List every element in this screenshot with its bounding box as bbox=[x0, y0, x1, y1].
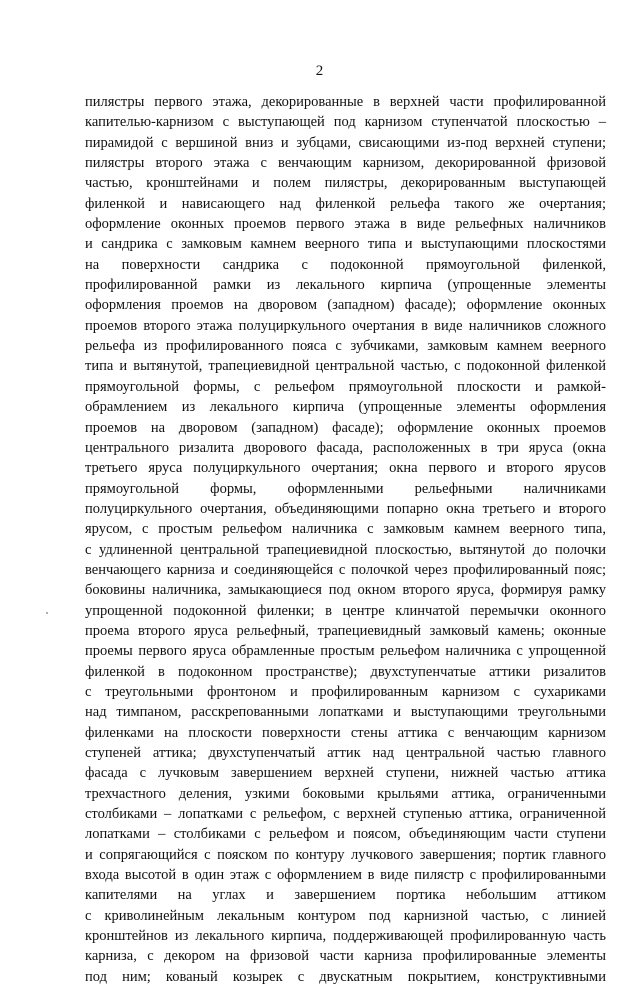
text-line: центрального ризалита дворового фасада, расположенных в три яруса (окна bbox=[85, 439, 606, 456]
text-line: обрамлением из лекального кирпича (упрощенные элементы оформления bbox=[85, 399, 606, 416]
text-line: на поверхности сандрика с подоконной прямоугольной филенкой, bbox=[85, 256, 606, 273]
text-line: боковины наличника, замыкающиеся под окном второго яруса, формируя рамку bbox=[85, 582, 606, 599]
text-line: проемов на дворовом (западном) фасаде); оформление оконных проемов bbox=[85, 419, 606, 436]
text-line: рельефа из профилированного пояса с зубчиками, замковым камнем веерного bbox=[85, 338, 606, 355]
text-line: пилястры первого этажа, декорированные в верхней части профилированной bbox=[85, 94, 606, 110]
text-line: лопатками – столбиками с рельефом и поясом, объединяющим части ступени bbox=[85, 826, 606, 843]
text-line: прямоугольной формы, оформленными рельефными наличниками bbox=[85, 480, 606, 497]
text-line: оформления проемов на дворовом (западном) фасаде); оформление оконных bbox=[85, 297, 606, 314]
text-line: пирамидой с вершиной вниз и зубцами, свисающими из-под верхней ступени; bbox=[85, 134, 606, 151]
text-line: и сопрягающийся с пояском по контуру лучкового завершения; портик главного bbox=[85, 846, 606, 863]
text-line: полуциркульного очертания, объединяющими попарно окна третьего и второго bbox=[85, 500, 606, 517]
text-line: профилированной рамки из лекального кирпича (упрощенные элементы bbox=[85, 277, 606, 294]
text-line: проемы первого яруса обрамленные простым рельефом наличника с упрощенной bbox=[85, 643, 606, 660]
text-line: над тимпаном, расскрепованными лопатками и выступающими треугольными bbox=[85, 704, 606, 721]
text-line: пилястры второго этажа с венчающим карнизом, декорированной фризовой bbox=[85, 155, 606, 172]
body-text bbox=[85, 92, 606, 987]
text-line: с треугольными фронтоном и профилированным карнизом с сухариками bbox=[85, 683, 606, 700]
text-line: трехчастного деления, узкими боковыми крыльями аттика, ограниченными bbox=[85, 785, 606, 802]
text-line: филенками на плоскости поверхности стены аттика с венчающим карнизом bbox=[85, 724, 606, 741]
text-line: карниза, с декором на фризовой части карниза профилированные элементы bbox=[85, 948, 606, 965]
page-number: 2 bbox=[315, 63, 324, 79]
text-line: под ним; кованый козырек с двускатным покрытием, конструктивными bbox=[85, 968, 606, 985]
text-line: прямоугольной формы, с рельефом прямоугольной плоскости и рамкой- bbox=[85, 378, 606, 395]
text-line: фасада с лучковым завершением верхней ступени, нижней частью аттика bbox=[85, 765, 606, 782]
text-line: капителью-карнизом с выступающей под карнизом ступенчатой плоскостью – bbox=[85, 114, 606, 131]
text-line: входа высотой в один этаж с оформлением в виде пилястр с профилированными bbox=[85, 867, 606, 884]
text-line: с удлиненной центральной трапециевидной плоскостью, вытянутой до полочки bbox=[85, 541, 606, 558]
text-line: капителями на углах и завершением портика небольшим аттиком bbox=[85, 887, 606, 904]
text-line: филенкой и нависающего над филенкой рельефа такого же очертания; bbox=[85, 195, 606, 212]
text-line: третьего яруса полуциркульного очертания; окна первого и второго ярусов bbox=[85, 460, 606, 477]
text-line: частью, кронштейнами и полем пилястры, декорированным выступающей bbox=[85, 175, 606, 192]
text-line: столбиками – лопатками с рельефом, с верхней ступенью аттика, ограниченной bbox=[85, 806, 606, 823]
text-line: с криволинейным лекальным контуром под карнизной частью, с линией bbox=[85, 907, 606, 924]
text-line: ступеней аттика; двухступенчатый аттик над центральной частью главного bbox=[85, 745, 606, 761]
text-line: проемов второго этажа полуциркульного очертания в виде наличников сложного bbox=[85, 317, 606, 334]
text-line: венчающего карниза и соединяющейся с полочкой через профилированный пояс; bbox=[85, 561, 606, 578]
text-line: кронштейнов из лекального кирпича, поддерживающей профилированную часть bbox=[85, 928, 606, 945]
text-line: оформление оконных проемов первого этажа в виде рельефных наличников bbox=[85, 216, 606, 233]
text-line: филенкой в подоконном пространстве); двухступенчатые аттики ризалитов bbox=[85, 663, 606, 680]
text-line: и сандрика с замковым камнем веерного типа и выступающими плоскостями bbox=[85, 236, 606, 253]
scan-speck bbox=[46, 612, 48, 614]
text-line: ярусом, с простым рельефом наличника с замковым камнем веерного типа, bbox=[85, 521, 606, 538]
text-line: проема второго яруса рельефный, трапециевидный замковый камень; оконные bbox=[85, 622, 606, 639]
text-line: типа и вытянутой, трапециевидной центральной частью, с подоконной филенкой bbox=[85, 358, 606, 375]
text-line: упрощенной подоконной филенки; в центре клинчатой перемычки оконного bbox=[85, 602, 606, 619]
